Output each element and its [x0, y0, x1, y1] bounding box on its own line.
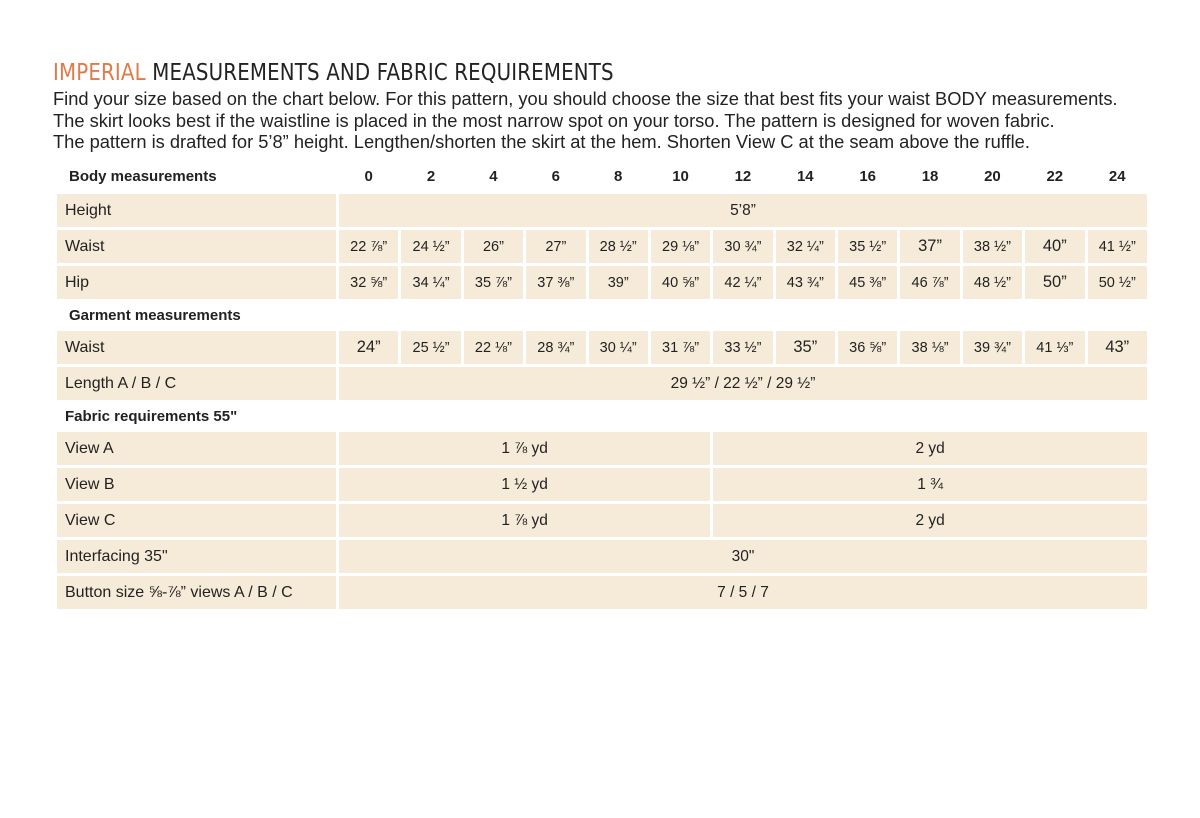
size-header: 8 — [614, 167, 623, 185]
view-b-large-sizes: 1 ¾ — [713, 468, 1147, 501]
size-header: 22 — [1046, 167, 1064, 185]
row-label: Waist — [57, 230, 336, 263]
intro-text — [53, 88, 1173, 153]
table-cell: 41 ⅓” — [1025, 331, 1084, 364]
height-row — [57, 194, 1147, 227]
size-header: 0 — [364, 167, 373, 185]
garment-section-row — [57, 302, 1147, 328]
view-c-small-sizes: 1 ⅞ yd — [339, 504, 710, 537]
view-b-small-sizes: 1 ½ yd — [339, 468, 710, 501]
table-cell: 28 ½” — [589, 230, 648, 263]
view-a-small-sizes: 1 ⅞ yd — [339, 432, 710, 465]
size-header: 10 — [672, 167, 689, 185]
size-header: 14 — [796, 167, 814, 185]
table-cell: 43 ¾” — [776, 266, 835, 299]
row-label: Hip — [57, 266, 336, 299]
row-label: Waist — [57, 331, 336, 364]
hip-row — [57, 266, 1147, 299]
body-measurements-header: Body measurements — [69, 167, 217, 185]
row-label: View C — [57, 504, 336, 537]
table-cell: 38 ⅛” — [900, 331, 959, 364]
garment-waist-row — [57, 331, 1147, 364]
table-cell: 40” — [1025, 230, 1084, 263]
table-cell: 36 ⅝” — [838, 331, 897, 364]
table-cell: 35” — [776, 331, 835, 364]
table-cell: 26” — [464, 230, 523, 263]
length-row — [57, 367, 1147, 400]
title-rest: MEASUREMENTS AND FABRIC REQUIREMENTS — [145, 60, 614, 86]
interfacing-value: 30" — [339, 540, 1147, 573]
table-cell: 42 ¼” — [713, 266, 772, 299]
view-b-row — [57, 468, 1147, 501]
table-cell: 35 ½” — [838, 230, 897, 263]
table-cell: 30 ¾” — [713, 230, 772, 263]
interfacing-row — [57, 540, 1147, 573]
size-header: 16 — [859, 167, 877, 185]
height-value: 5’8” — [339, 194, 1147, 227]
table-cell: 48 ½” — [963, 266, 1022, 299]
table-cell: 37 ⅜” — [526, 266, 585, 299]
table-cell: 38 ½” — [963, 230, 1022, 263]
table-cell: 50” — [1025, 266, 1084, 299]
view-c-large-sizes: 2 yd — [713, 504, 1147, 537]
size-header: 4 — [489, 167, 498, 185]
size-header: 24 — [1108, 167, 1126, 185]
row-label: Button size ⅝-⅞” views A / B / C — [57, 576, 336, 609]
table-cell: 39 ¾” — [963, 331, 1022, 364]
intro-line-1: Find your size based on the chart below. For this pattern, you should choose the size that best fits your waist BODY measurements. — [53, 88, 1118, 109]
table-cell: 50 ½” — [1088, 266, 1148, 299]
view-c-row — [57, 504, 1147, 537]
size-header-row — [57, 161, 1147, 191]
row-label: View A — [57, 432, 336, 465]
page-title — [53, 60, 614, 86]
table-cell: 31 ⅞” — [651, 331, 710, 364]
table-cell: 34 ¼” — [401, 266, 460, 299]
view-a-large-sizes: 2 yd — [713, 432, 1147, 465]
table-cell: 39” — [589, 266, 648, 299]
length-value: 29 ½” / 22 ½” / 29 ½” — [339, 367, 1147, 400]
table-cell: 28 ¾” — [526, 331, 585, 364]
table-cell: 32 ⅝” — [339, 266, 398, 299]
table-cell: 29 ⅛” — [651, 230, 710, 263]
row-label: Height — [57, 194, 336, 227]
row-label: Interfacing 35" — [57, 540, 336, 573]
size-header: 20 — [984, 167, 1001, 185]
size-header: 2 — [426, 167, 436, 185]
button-size-value: 7 / 5 / 7 — [339, 576, 1147, 609]
intro-line-2: The skirt looks best if the waistline is placed in the most narrow spot on your torso. The pattern is designed for woven fabric. — [53, 109, 1055, 131]
table-cell: 46 ⅞” — [900, 266, 959, 299]
table-cell: 27” — [526, 230, 585, 263]
table-cell: 41 ½” — [1088, 230, 1148, 263]
size-header: 6 — [551, 167, 560, 185]
body-waist-row — [57, 230, 1147, 263]
row-label: Length A / B / C — [57, 367, 336, 400]
table-cell: 22 ⅛” — [464, 331, 523, 364]
table-cell: 43” — [1088, 331, 1148, 364]
button-size-row — [57, 576, 1147, 609]
size-header: 12 — [734, 167, 752, 185]
table-cell: 25 ½” — [401, 331, 460, 364]
table-cell: 24 ½” — [401, 230, 460, 263]
size-header: 18 — [921, 167, 939, 185]
row-label: View B — [57, 468, 336, 501]
size-chart-table — [54, 158, 1150, 612]
table-cell: 45 ⅜” — [838, 266, 897, 299]
table-cell: 40 ⅝” — [651, 266, 710, 299]
garment-measurements-header: Garment measurements — [69, 306, 241, 324]
table-cell: 22 ⅞” — [339, 230, 398, 263]
fabric-requirements-header: Fabric requirements 55" — [65, 407, 238, 425]
table-cell: 32 ¼” — [776, 230, 835, 263]
table-cell: 33 ½” — [713, 331, 772, 364]
table-cell: 35 ⅞” — [464, 266, 523, 299]
view-a-row — [57, 432, 1147, 465]
intro-line-3: The pattern is drafted for 5’8” height. Lengthen/shorten the skirt at the hem. Shorten View C at the seam above the ruffle. — [53, 131, 1030, 152]
table-cell: 37” — [900, 230, 959, 263]
table-cell: 30 ¼” — [589, 331, 648, 364]
fabric-section-row — [57, 403, 1147, 429]
table-cell: 24” — [339, 331, 398, 364]
title-accent: IMPERIAL — [53, 60, 146, 86]
